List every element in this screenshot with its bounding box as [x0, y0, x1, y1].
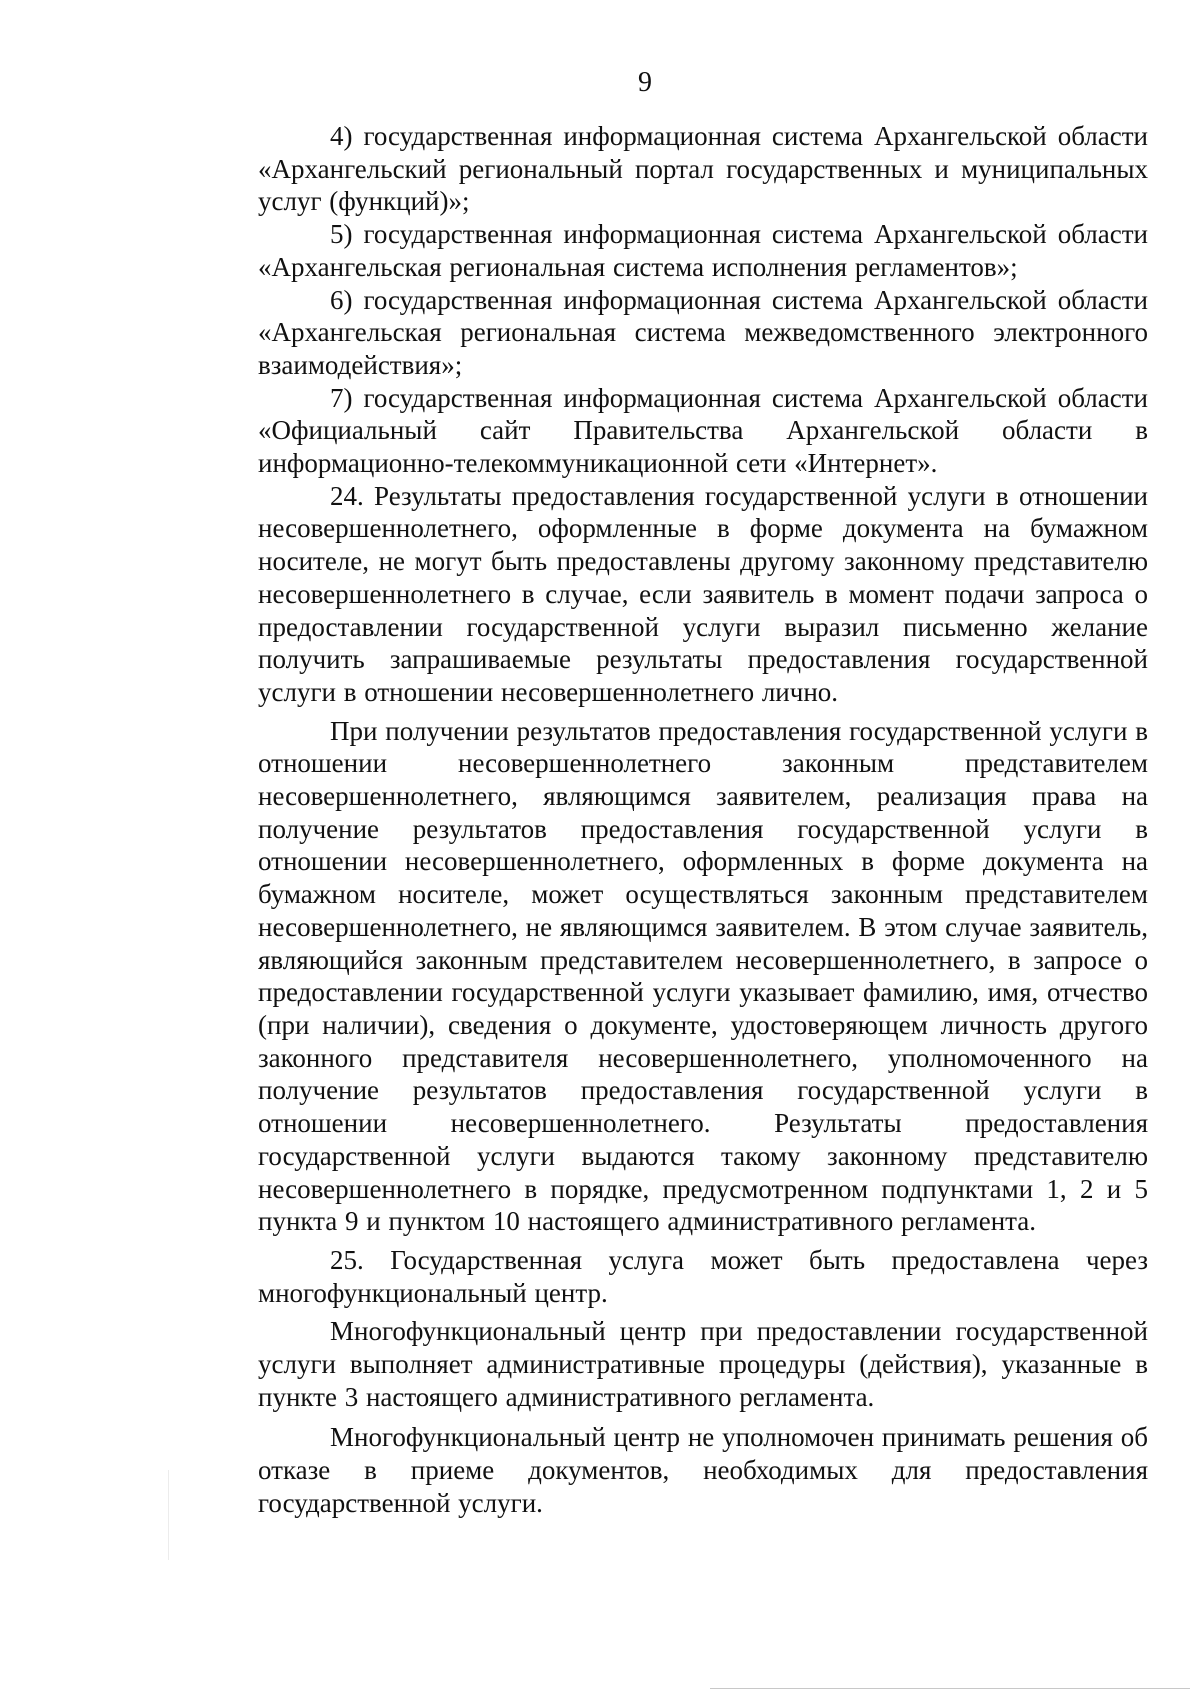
clause-25: 25. Государственная услуга может быть предоставлена через многофункциональный центр. — [258, 1244, 1148, 1308]
clause-24: 24. Результаты предоставления государственной услуги в отношении несовершеннолетнего, оформленные в форме документа на бумажном носителе, не могут быть предоставлены другому законному представителю несовершеннолетнего в случае, если заявитель в момент подачи запроса о предоставлении государственной услуги выразил письменно желание получить запрашиваемые результаты предоставления государственной услуги в отношении несовершеннолетнего лично. — [258, 480, 1148, 707]
clause-25-mfc-restriction: Многофункциональный центр не уполномочен принимать решения об отказе в приеме документов, необходимых для предоставления государственной услуги. — [258, 1422, 1148, 1518]
clause-24-continuation: При получении результатов предоставления государственной услуги в отношении несовершеннолетнего законным представителем несовершеннолетнего, являющимся заявителем, реализация права на получение результатов предоставления государственной услуги в отношении несовершеннолетнего, оформленных в форме документа на бумажном носителе, может осуществляться законным представителем несовершеннолетнего, не являющимся заявителем. В этом случае заявитель, являющийся законным представителем несовершеннолетнего, в запросе о предоставлении государственной услуги указывает фамилию, имя, отчество (при наличии), сведения о документе, удостоверяющем личность другого законного представителя несовершеннолетнего, уполномоченного на получение результатов предоставления государственной услуги в отношении несовершеннолетнего. Результаты предоставления государственной услуги выдаются такому законному представителю несовершеннолетнего в порядке, предусмотренном подпунктами 1, 2 и 5 пункта 9 и пунктом 10 настоящего административного регламента. — [258, 715, 1148, 1237]
document-body — [258, 120, 1148, 1520]
list-item-6: 6) государственная информационная система Архангельской области «Архангельская региональная система межведомственного электронного взаимодействия»; — [258, 284, 1148, 380]
list-item-7: 7) государственная информационная система Архангельской области «Официальный сайт Правительства Архангельской области в информационно-телекоммуникационной сети «Интернет». — [258, 382, 1148, 479]
page-number: 9 — [638, 67, 652, 98]
list-item-5: 5) государственная информационная система Архангельской области «Архангельская региональная система исполнения регламентов»; — [258, 219, 1148, 282]
clause-25-mfc-procedures: Многофункциональный центр при предоставлении государственной услуги выполняет административные процедуры (действия), указанные в пункте 3 настоящего административного регламента. — [258, 1316, 1148, 1412]
scan-artifact-edge — [168, 1470, 169, 1560]
scan-artifact-line — [710, 1688, 1190, 1689]
list-item-4: 4) государственная информационная система Архангельской области «Архангельский региональный портал государственных и муниципальных услуг (функций)»; — [258, 121, 1148, 217]
